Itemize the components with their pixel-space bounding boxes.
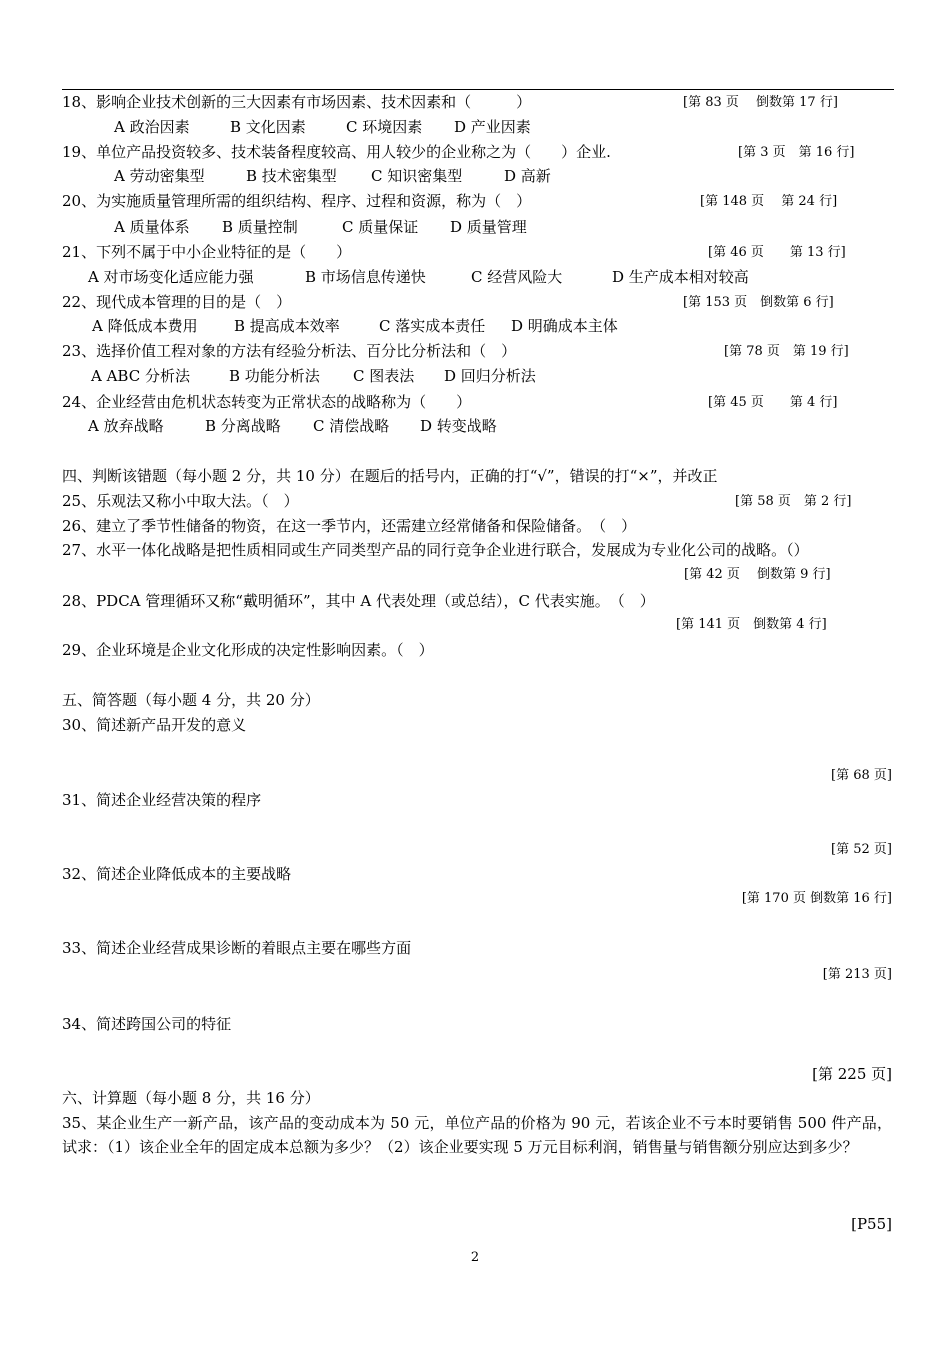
q19-option-a: A 劳动密集型 bbox=[114, 167, 205, 185]
page-number: 2 bbox=[470, 1250, 480, 1265]
q20-option-a: A 质量体系 bbox=[114, 218, 190, 236]
q18-option-d: D 产业因素 bbox=[454, 118, 531, 136]
question-30: 30、简述新产品开发的意义 bbox=[62, 716, 247, 734]
question-20: 20、为实施质量管理所需的组织结构、程序、过程和资源，称为（ ） bbox=[62, 192, 532, 210]
q23-option-c: C 图表法 bbox=[353, 367, 415, 385]
section-5-heading: 五、简答题（每小题 4 分，共 20 分） bbox=[62, 691, 320, 709]
question-22-ref: [第 153 页 倒数第 6 行] bbox=[683, 295, 834, 310]
question-23: 23、选择价值工程对象的方法有经验分析法、百分比分析法和（ ） bbox=[62, 342, 517, 360]
question-20-ref: [第 148 页 第 24 行] bbox=[700, 194, 838, 209]
q21-option-a: A 对市场变化适应能力强 bbox=[88, 268, 254, 286]
question-18-ref: [第 83 页 倒数第 17 行] bbox=[683, 95, 838, 110]
q22-option-c: C 落实成本责任 bbox=[379, 317, 486, 335]
q20-option-c: C 质量保证 bbox=[342, 218, 419, 236]
question-23-ref: [第 78 页 第 19 行] bbox=[724, 344, 849, 359]
q23-option-d: D 回归分析法 bbox=[444, 367, 536, 385]
q19-option-d: D 高新 bbox=[504, 167, 551, 185]
question-27: 27、水平一体化战略是把性质相同或生产同类型产品的同行竞争企业进行联合，发展成为专业化公司的战略。（） bbox=[62, 541, 809, 559]
question-33: 33、简述企业经营成果诊断的着眼点主要在哪些方面 bbox=[62, 939, 412, 957]
q20-option-b: B 质量控制 bbox=[222, 218, 298, 236]
q18-option-c: C 环境因素 bbox=[346, 118, 423, 136]
q23-option-b: B 功能分析法 bbox=[229, 367, 320, 385]
question-34-ref: [第 225 页] bbox=[812, 1065, 892, 1083]
question-18: 18、影响企业技术创新的三大因素有市场因素、技术因素和（ ） bbox=[62, 93, 532, 111]
question-24: 24、企业经营由危机状态转变为正常状态的战略称为（ ） bbox=[62, 393, 472, 411]
question-25: 25、乐观法又称小中取大法。（ ） bbox=[62, 492, 299, 510]
q22-option-d: D 明确成本主体 bbox=[511, 317, 618, 335]
question-30-ref: [第 68 页] bbox=[831, 768, 892, 783]
question-31: 31、简述企业经营决策的程序 bbox=[62, 791, 262, 809]
q24-option-d: D 转变战略 bbox=[420, 417, 497, 435]
question-32: 32、简述企业降低成本的主要战略 bbox=[62, 865, 292, 883]
question-34: 34、简述跨国公司的特征 bbox=[62, 1015, 232, 1033]
q24-option-a: A 放弃战略 bbox=[88, 417, 164, 435]
section-4-heading: 四、判断该错题（每小题 2 分，共 10 分）在题后的括号内，正确的打“√”，错误的打“×”，并改正 bbox=[62, 467, 718, 485]
question-25-ref: [第 58 页 第 2 行] bbox=[735, 494, 852, 509]
q24-option-b: B 分离战略 bbox=[205, 417, 281, 435]
question-28-ref: [第 141 页 倒数第 4 行] bbox=[676, 617, 827, 632]
q24-option-c: C 清偿战略 bbox=[313, 417, 390, 435]
q19-option-b: B 技术密集型 bbox=[246, 167, 337, 185]
question-24-ref: [第 45 页 第 4 行] bbox=[708, 395, 838, 410]
question-19-ref: [第 3 页 第 16 行] bbox=[738, 145, 855, 160]
question-33-ref: [第 213 页] bbox=[822, 967, 892, 982]
q21-option-b: B 市场信息传递快 bbox=[305, 268, 426, 286]
q23-option-a: A ABC 分析法 bbox=[91, 367, 190, 385]
section-6-heading: 六、计算题（每小题 8 分，共 16 分） bbox=[62, 1089, 320, 1107]
q18-option-b: B 文化因素 bbox=[230, 118, 306, 136]
header-rule bbox=[62, 89, 894, 90]
question-32-ref: [第 170 页 倒数第 16 行] bbox=[741, 891, 892, 906]
question-21: 21、下列不属于中小企业特征的是（ ） bbox=[62, 243, 352, 261]
question-35: 35、某企业生产一新产品，该产品的变动成本为 50 元，单位产品的价格为 90 元，若该企业不亏本时要销售 500 件产品，试求：（1）该企业全年的固定成本总额为多少？（2）该企业要实现 5 万元目标利润，销售量与销售额分别应达到多少？ bbox=[62, 1114, 892, 1156]
question-31-ref: [第 52 页] bbox=[831, 842, 892, 857]
question-19: 19、单位产品投资较多、技术装备程度较高、用人较少的企业称之为（ ）企业. bbox=[62, 143, 611, 161]
question-27-ref: [第 42 页 倒数第 9 行] bbox=[684, 567, 831, 582]
question-29: 29、企业环境是企业文化形成的决定性影响因素。（ ） bbox=[62, 641, 434, 659]
question-26: 26、建立了季节性储备的物资，在这一季节内，还需建立经常储备和保险储备。 （ ） bbox=[62, 517, 637, 535]
q21-option-d: D 生产成本相对较高 bbox=[612, 268, 749, 286]
question-28: 28、PDCA 管理循环又称“戴明循环”，其中 A 代表处理（或总结），C 代表实施。 （ ） bbox=[62, 592, 655, 610]
q20-option-d: D 质量管理 bbox=[450, 218, 527, 236]
question-35-ref: [P55] bbox=[851, 1215, 892, 1233]
question-22: 22、现代成本管理的目的是（ ） bbox=[62, 293, 292, 311]
q22-option-b: B 提高成本效率 bbox=[234, 317, 340, 335]
q18-option-a: A 政治因素 bbox=[114, 118, 190, 136]
question-21-ref: [第 46 页 第 13 行] bbox=[708, 245, 846, 260]
q19-option-c: C 知识密集型 bbox=[371, 167, 463, 185]
q22-option-a: A 降低成本费用 bbox=[92, 317, 198, 335]
q21-option-c: C 经营风险大 bbox=[471, 268, 563, 286]
